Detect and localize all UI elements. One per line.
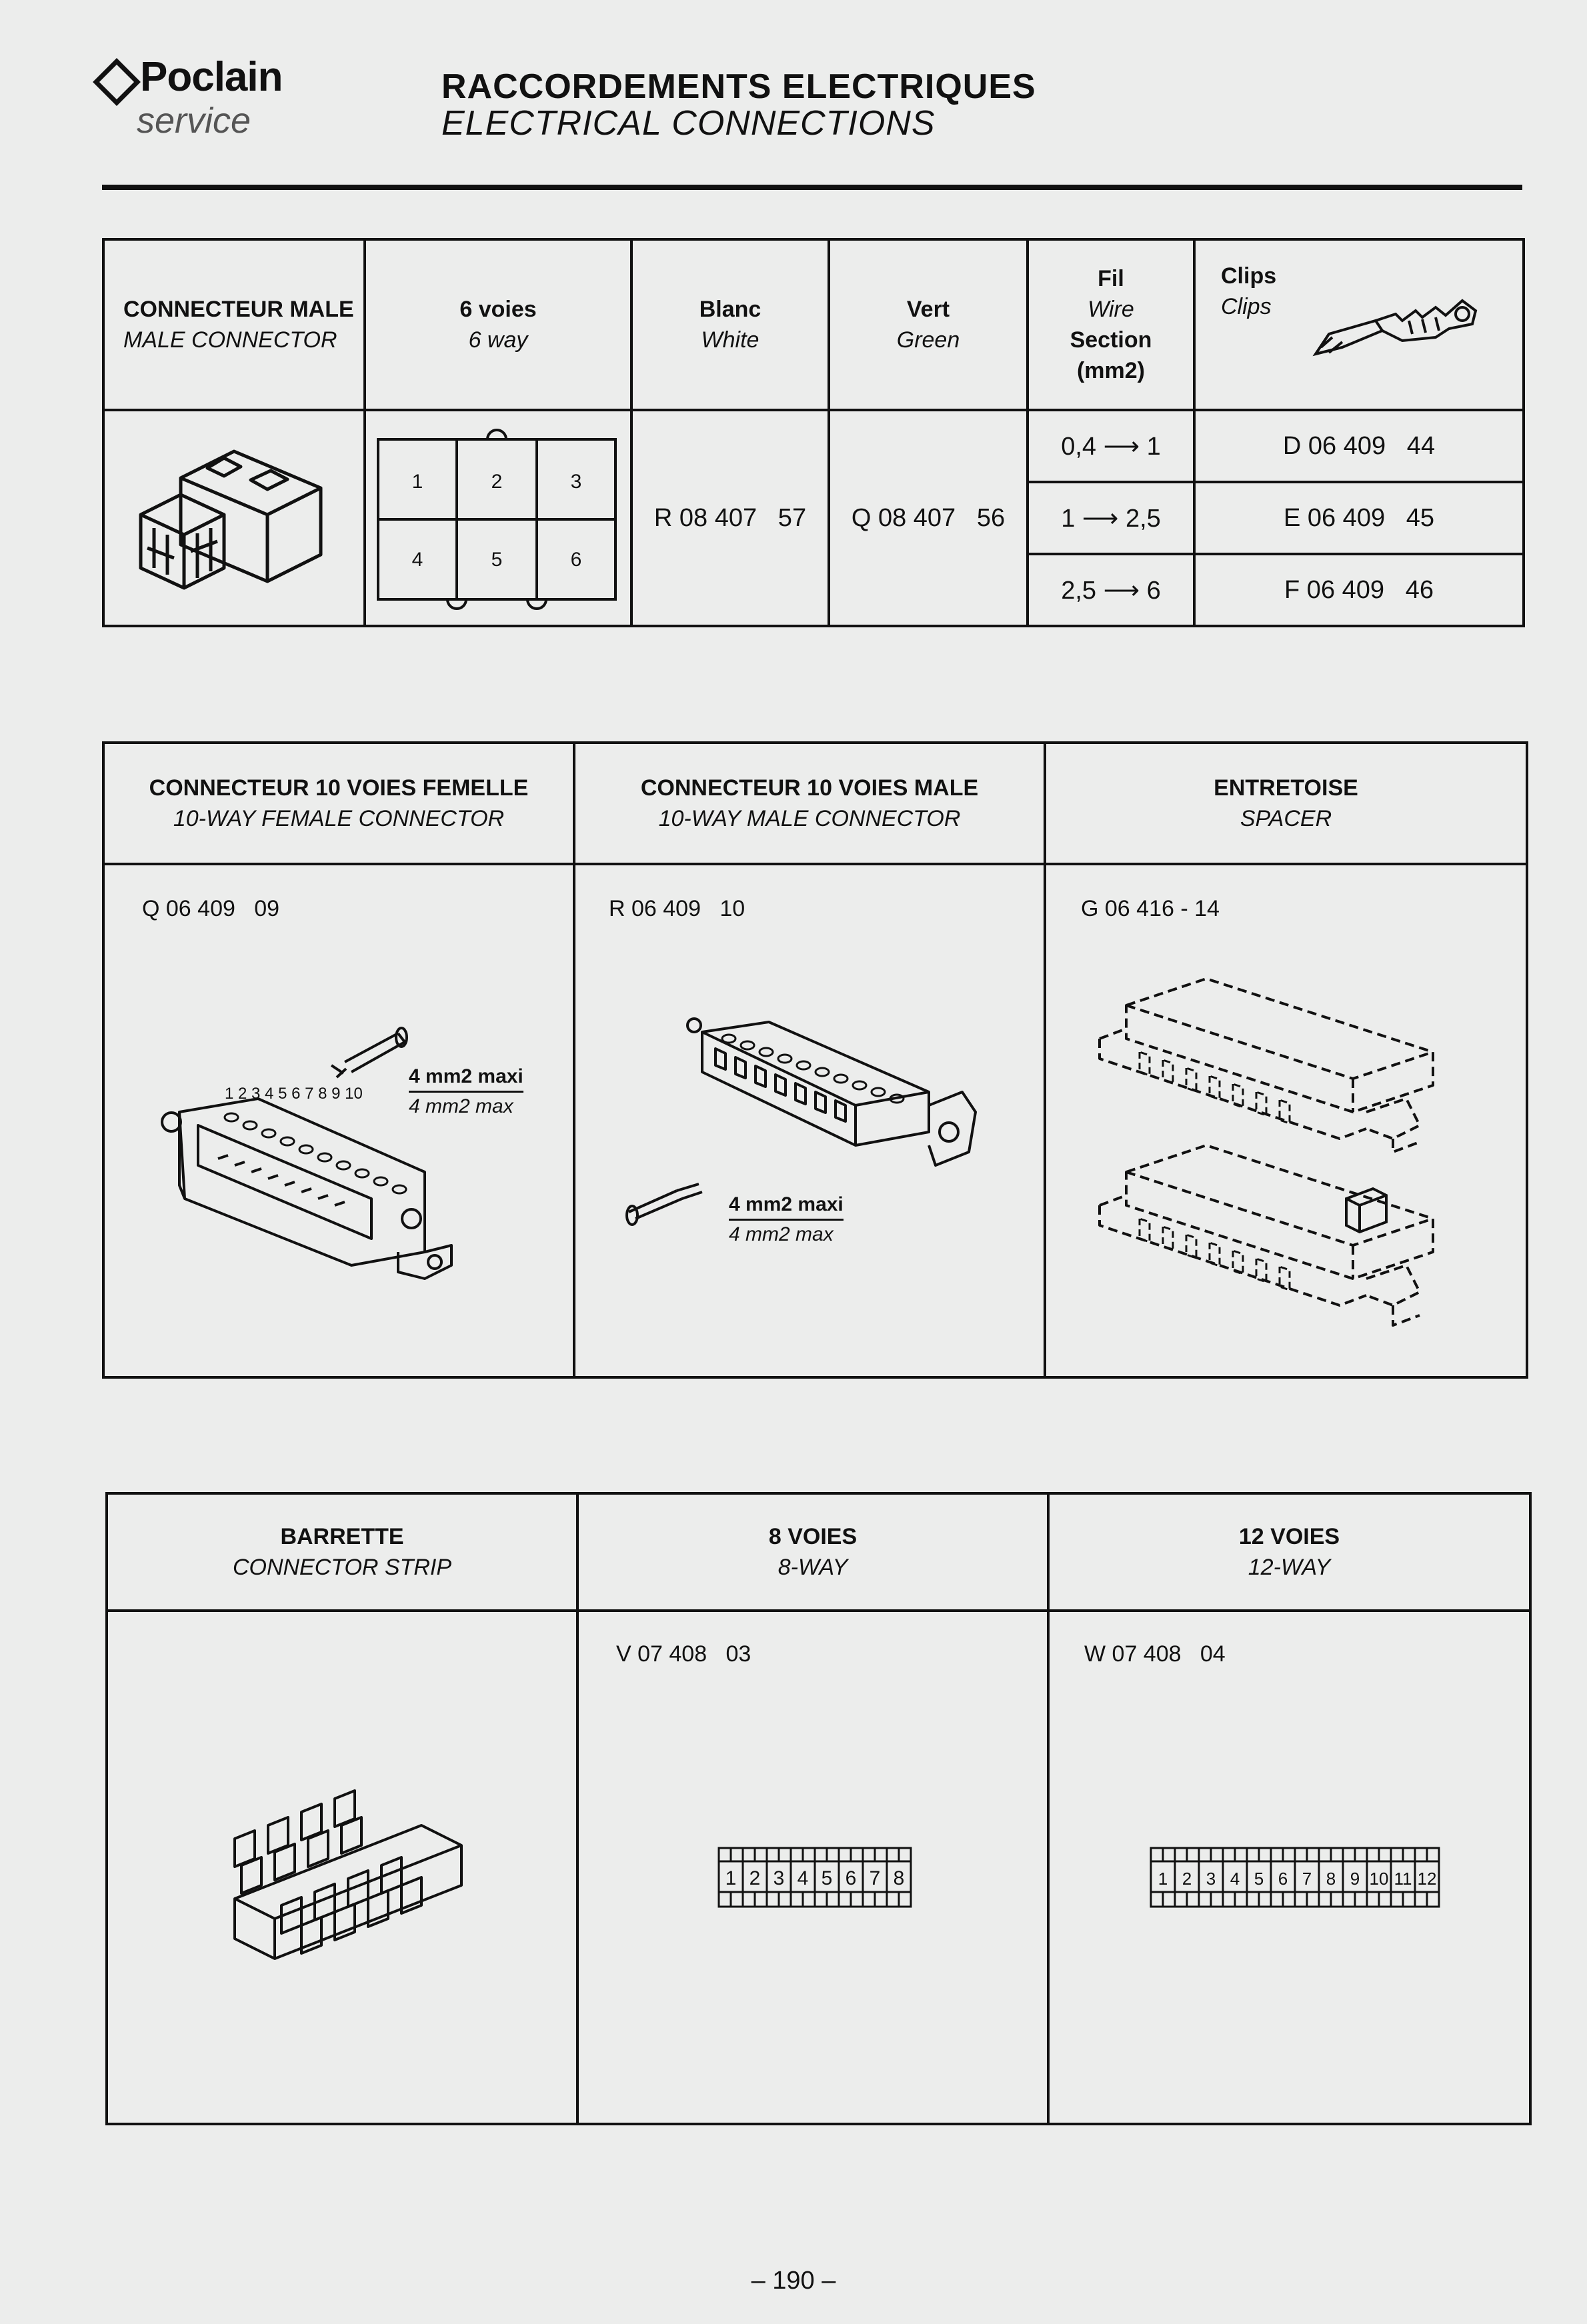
female-connector-label-en: 10-WAY FEMALE CONNECTOR [173, 806, 505, 831]
terminal-number-1: 1 [1158, 1869, 1168, 1889]
pin-2-label: 2 [491, 471, 503, 493]
header-green [829, 239, 1028, 410]
terminal-number-2: 2 [749, 1867, 761, 1889]
male-wire-label-en: 4 mm2 max [729, 1223, 834, 1245]
terminal-number-1: 1 [725, 1867, 737, 1889]
male-wire-label-fr: 4 mm2 maxi [729, 1191, 844, 1221]
pin-5-label: 5 [491, 549, 503, 571]
wire-label-fr: Fil [1098, 266, 1124, 291]
12-way-label-en: 12-WAY [1248, 1555, 1331, 1580]
male-wire-label [729, 1191, 844, 1249]
section-range-1: 0,4 ⟶ 1 [1028, 410, 1194, 482]
section-range-3: 2,5 ⟶ 6 [1028, 554, 1194, 626]
connector-strip-drawing-icon [221, 1765, 488, 1965]
connector-label-en: MALE CONNECTOR [123, 327, 337, 353]
header-8-way [577, 1493, 1048, 1611]
page-title-en: ELECTRICAL CONNECTIONS [441, 104, 936, 143]
clip-ref-2: E 06 409 45 [1194, 482, 1524, 554]
terminal-number-8: 8 [1326, 1869, 1336, 1889]
connector-strip-table [105, 1492, 1532, 2125]
terminal-number-10: 10 [1369, 1869, 1389, 1889]
pin-3-label: 3 [570, 471, 582, 493]
connector-strip-label-fr: BARRETTE [280, 1524, 404, 1549]
female-wire-label [409, 1063, 523, 1121]
male-connector-label-fr: CONNECTEUR 10 VOIES MALE [640, 775, 979, 801]
header-rule [102, 185, 1522, 190]
female-connector-label-fr: CONNECTEUR 10 VOIES FEMELLE [149, 775, 529, 801]
8-way-cell [577, 1611, 1048, 2124]
brand-subtitle: service [137, 101, 251, 141]
clips-label-en: Clips [1221, 294, 1272, 319]
connector-label-fr: CONNECTEUR MALE [123, 297, 354, 322]
terminal-number-11: 11 [1394, 1869, 1412, 1889]
spacer-ref: G 06 416 - 14 [1081, 896, 1220, 921]
header-12-way [1048, 1493, 1530, 1611]
clip-ref-3: F 06 409 46 [1194, 554, 1524, 626]
female-connector-cell [103, 864, 574, 1377]
spacer-drawing-icon [1086, 952, 1486, 1352]
female-connector-ref: Q 06 409 09 [142, 896, 280, 921]
clip-ref-1: D 06 409 44 [1194, 410, 1524, 482]
section-label: Section [1070, 327, 1152, 353]
pin-1-label: 1 [411, 471, 423, 493]
header-male-connector [574, 743, 1045, 864]
pinout-diagram-cell [365, 410, 631, 626]
terminal-number-6: 6 [1278, 1869, 1288, 1889]
terminal-number-4: 4 [797, 1867, 809, 1889]
section-unit-label: (mm2) [1076, 358, 1146, 383]
spacer-label-en: SPACER [1240, 806, 1332, 831]
female-connector-drawing-icon [131, 999, 505, 1292]
terminal-number-5: 5 [1254, 1869, 1264, 1889]
terminal-number-2: 2 [1182, 1869, 1192, 1889]
white-label-fr: Blanc [699, 297, 761, 322]
terminal-number-3: 3 [773, 1867, 785, 1889]
header-connector [103, 239, 365, 410]
terminal-number-3: 3 [1206, 1869, 1216, 1889]
terminal-number-7: 7 [1302, 1869, 1312, 1889]
pin-6-label: 6 [570, 549, 582, 571]
pinout-grid-icon [378, 425, 618, 611]
terminal-number-12: 12 [1417, 1869, 1437, 1889]
terminal-number-6: 6 [845, 1867, 857, 1889]
header-white [631, 239, 829, 410]
ten-way-connector-table [102, 741, 1528, 1379]
female-wire-label-fr: 4 mm2 maxi [409, 1063, 523, 1093]
page-number: – 190 – [751, 2267, 836, 2295]
male-10way-connector-cell [574, 864, 1045, 1377]
8-way-terminal-strip [716, 1847, 914, 1908]
white-ref: R 08 407 57 [631, 410, 829, 626]
brand-name: Poclain [140, 54, 283, 100]
terminal-number-8: 8 [893, 1867, 905, 1889]
header-female-connector [103, 743, 574, 864]
clip-terminal-icon [1302, 281, 1482, 374]
terminal-number-4: 4 [1230, 1869, 1240, 1889]
terminal-number-5: 5 [821, 1867, 833, 1889]
terminal-number-7: 7 [869, 1867, 881, 1889]
wire-label-en: Wire [1088, 297, 1134, 322]
header-clips [1194, 239, 1524, 410]
pin-number-sequence-label: 1 2 3 4 5 6 7 8 9 10 [225, 1085, 363, 1103]
12-way-terminal-strip [1148, 1847, 1437, 1908]
green-label-en: Green [896, 327, 960, 353]
12-way-label-fr: 12 VOIES [1238, 1524, 1340, 1549]
8-way-label-en: 8-WAY [777, 1555, 848, 1580]
female-wire-label-en: 4 mm2 max [409, 1095, 513, 1117]
header-ways [365, 239, 631, 410]
ways-label-fr: 6 voies [459, 297, 537, 322]
male-connector-illustration [103, 410, 365, 626]
connector-strip-cell [107, 1611, 577, 2124]
male-connector-table [102, 238, 1525, 627]
connector-strip-label-en: CONNECTOR STRIP [232, 1555, 452, 1580]
clips-label-fr: Clips [1221, 263, 1277, 289]
header-wire [1028, 239, 1194, 410]
male-connector-label-en: 10-WAY MALE CONNECTOR [658, 806, 961, 831]
white-label-en: White [701, 327, 759, 353]
section-range-2: 1 ⟶ 2,5 [1028, 482, 1194, 554]
terminal-number-9: 9 [1350, 1869, 1360, 1889]
8-way-ref: V 07 408 03 [616, 1641, 751, 1667]
header-spacer [1045, 743, 1527, 864]
12-way-cell [1048, 1611, 1530, 2124]
12-way-ref: W 07 408 04 [1084, 1641, 1226, 1667]
male-10way-connector-ref: R 06 409 10 [609, 896, 745, 921]
diamond-logo-icon [93, 59, 140, 105]
green-ref: Q 08 407 56 [829, 410, 1028, 626]
page-title-fr: RACCORDEMENTS ELECTRIQUES [441, 67, 1036, 106]
pin-4-label: 4 [411, 549, 423, 571]
header-connector-strip [107, 1493, 577, 1611]
male-connector-drawing-icon [107, 415, 361, 621]
spacer-label-fr: ENTRETOISE [1214, 775, 1358, 801]
spacer-cell [1045, 864, 1527, 1377]
green-label-fr: Vert [906, 297, 950, 322]
8-way-label-fr: 8 VOIES [768, 1524, 858, 1549]
ways-label-en: 6 way [468, 327, 528, 353]
